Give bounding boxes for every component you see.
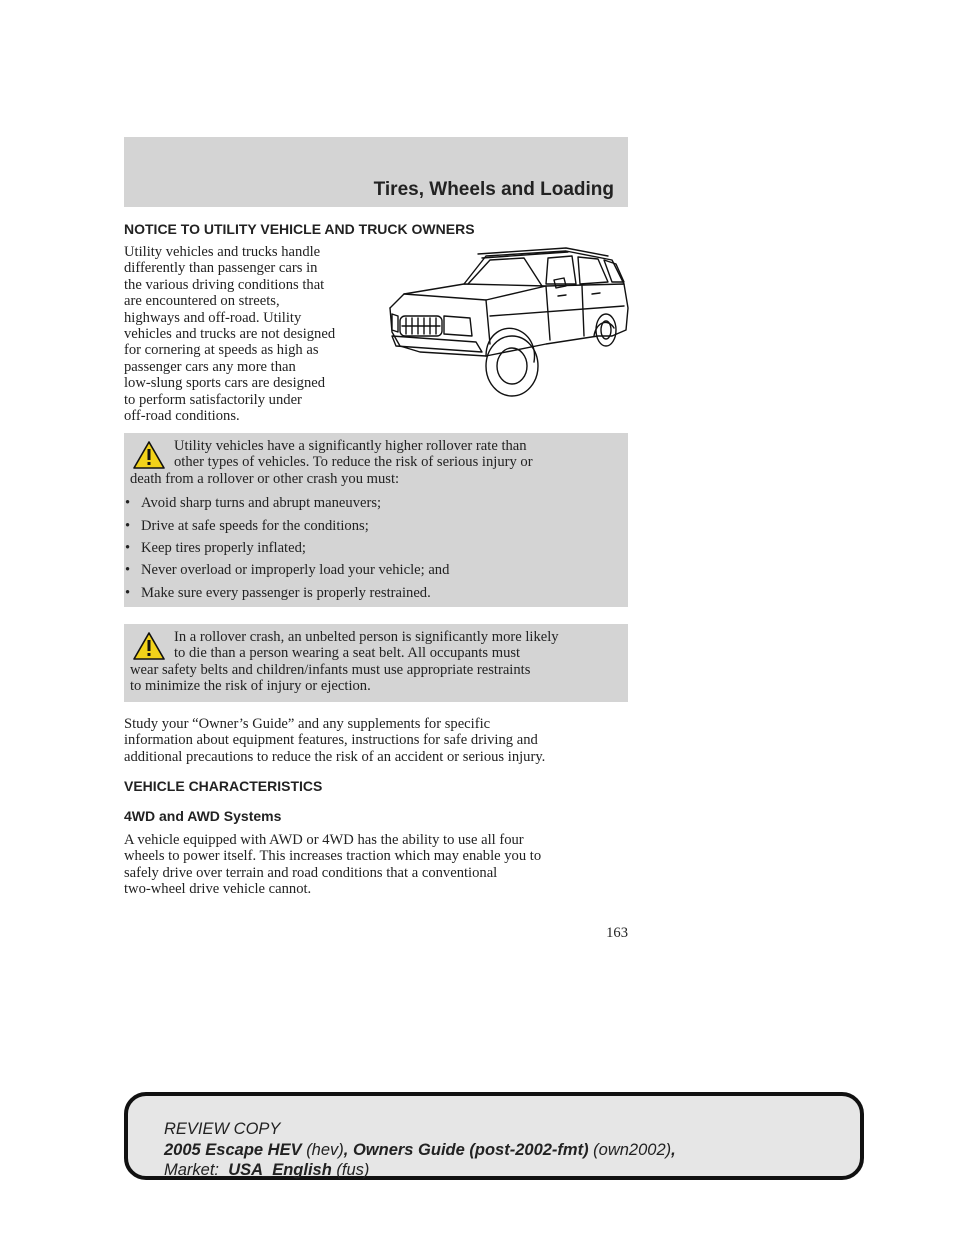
text-line: vehicles and trucks are not designed [124, 326, 336, 343]
footer-market-label: Market: [164, 1161, 220, 1179]
text-line: to perform satisfactorily under [124, 391, 302, 408]
vehicle-characteristics-heading: VEHICLE CHARACTERISTICS [124, 778, 323, 794]
footer-separator: , [343, 1141, 353, 1159]
text-line: two-wheel drive vehicle cannot. [124, 881, 312, 898]
warning-text-line: to minimize the risk of injury or ejection. [130, 678, 371, 695]
text-line: differently than passenger cars in [124, 260, 318, 277]
section-title: Tires, Wheels and Loading [373, 179, 614, 200]
awd-paragraph [124, 832, 628, 898]
footer-market: USA_English [228, 1161, 332, 1179]
text-line: off-road conditions. [124, 408, 240, 425]
warning-triangle-icon [132, 631, 166, 661]
suv-illustration [386, 244, 630, 400]
text-line: are encountered on streets, [124, 293, 280, 310]
bullet-item: • Keep tires properly inflated; [124, 540, 622, 556]
warning-text-line: other types of vehicles. To reduce the risk of serious injury or [174, 454, 533, 471]
text-line: additional precautions to reduce the risk of an accident or serious injury. [124, 748, 546, 765]
footer-market-line [164, 1161, 369, 1180]
text-line: information about equipment features, instructions for safe driving and [124, 732, 538, 749]
warning-text-line: In a rollover crash, an unbelted person is significantly more likely [174, 629, 559, 645]
bullet-item: • Drive at safe speeds for the conditions; [124, 518, 622, 534]
text-line: highways and off-road. Utility [124, 309, 302, 326]
text-line: the various driving conditions that [124, 276, 325, 293]
rollover-warning-box [124, 433, 628, 607]
footer-model: 2005 Escape HEV [164, 1141, 302, 1159]
section-header-band [124, 137, 628, 207]
text-line: safely drive over terrain and road conditions that a conventional [124, 864, 498, 881]
text-line: passenger cars any more than [124, 358, 296, 375]
text-line: A vehicle equipped with AWD or 4WD has the ability to use all four [124, 832, 524, 848]
footer-guide-code: (own2002) [593, 1141, 672, 1159]
warning-text-line: death from a rollover or other crash you must: [130, 470, 400, 487]
text-line: low-slung sports cars are designed [124, 375, 326, 392]
warning-text-line: to die than a person wearing a seat belt. All occupants must [174, 645, 521, 662]
footer-guide: Owners Guide (post-2002-fmt) [352, 1141, 589, 1159]
warning-text-line: wear safety belts and children/infants must use appropriate restraints [130, 661, 531, 678]
awd-systems-subheading: 4WD and AWD Systems [124, 808, 282, 824]
footer-model-code: (hev) [306, 1141, 344, 1159]
footer-market-code: (fus) [336, 1161, 370, 1179]
seatbelt-warning-box [124, 624, 628, 702]
footer-separator: , [671, 1141, 676, 1159]
bullet-item: • Never overload or improperly load your vehicle; and [124, 562, 622, 578]
text-line: wheels to power itself. This increases traction which may enable you to [124, 848, 542, 865]
text-line: Study your “Owner’s Guide” and any supplements for specific [124, 716, 491, 732]
text-line: for cornering at speeds as high as [124, 342, 319, 359]
review-copy-label: REVIEW COPY [164, 1120, 281, 1138]
page-number: 163 [606, 925, 628, 941]
warning-text-line: Utility vehicles have a significantly higher rollover rate than [174, 438, 527, 454]
study-paragraph [124, 716, 628, 765]
text-line: Utility vehicles and trucks handle [124, 244, 321, 260]
notice-intro-text [124, 244, 382, 424]
bullet-item: • Make sure every passenger is properly restrained. [124, 585, 622, 601]
warning-triangle-icon [132, 440, 166, 470]
warning-bullet-list [130, 495, 622, 601]
notice-heading: NOTICE TO UTILITY VEHICLE AND TRUCK OWNERS [124, 221, 475, 237]
review-copy-footer [124, 1092, 864, 1180]
footer-model-line [164, 1141, 676, 1160]
bullet-item: • Avoid sharp turns and abrupt maneuvers; [124, 495, 622, 511]
